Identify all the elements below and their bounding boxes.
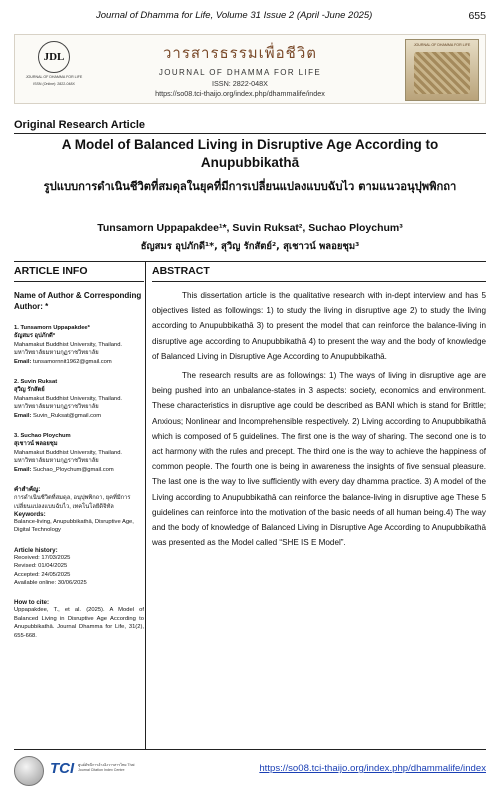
article-title: A Model of Balanced Living in Disruptive Age According to Anupubbikathā <box>61 137 439 170</box>
author-name: 3. Suchao Ploychum <box>14 433 71 440</box>
history-accepted: Accepted: 24/05/2025 <box>14 571 71 578</box>
author-affiliation: Mahamakut Buddhist University, Thailand. <box>14 341 123 348</box>
article-info-divider <box>14 281 144 282</box>
journal-url[interactable]: https://so08.tci-thaijo.org/index.php/dhammalife/index <box>155 89 325 98</box>
tci-subtitle: ศูนย์ดัชนีการอ้างอิงวารสารไทย Thai Journal Citation Index Centre <box>78 763 135 772</box>
author-block-1 <box>14 324 144 366</box>
journal-link[interactable]: https://so08.tci-thaijo.org/index.php/dhammalife/index <box>259 763 486 774</box>
logo-caption-2: ISSN (Online): 2822-048X <box>33 81 75 86</box>
author-name-thai: สุวิญ รักสัตย์ <box>14 387 45 394</box>
author-affiliation: Mahamakut Buddhist University, Thailand. <box>14 395 123 402</box>
author-block-3 <box>14 432 144 474</box>
article-type: Original Research Article <box>14 119 146 131</box>
abstract-heading: ABSTRACT <box>152 265 210 277</box>
running-header <box>14 10 486 22</box>
journal-cover-image <box>405 39 479 101</box>
authors-english: Tunsamorn Uppapakdee¹*, Suvin Ruksat², Suchao Ploychum³ <box>97 222 403 234</box>
author-name-thai: สุเชาวน์ พลอยชุม <box>14 441 58 448</box>
column-divider <box>145 262 146 749</box>
citation-text: Uppapakdee, T., et al. (2025). A Model of Balanced Living in Disruptive Age According to Anupubbikathā. Journal Dhamma for Life, 31(2), 655-668. <box>14 607 144 639</box>
cover-title: JOURNAL OF DHAMMA FOR LIFE <box>413 43 471 47</box>
page-number: 655 <box>468 10 486 22</box>
abstract-column <box>152 262 486 554</box>
abstract-body <box>152 288 486 550</box>
journal-english-title: JOURNAL OF DHAMMA FOR LIFE <box>158 68 322 77</box>
history-revised: Revised: 01/04/2025 <box>14 563 68 570</box>
journal-thai-title: วารสารธรรมเพื่อชีวิต <box>162 44 318 62</box>
author-name: 1. Tunsamorn Uppapakdee* <box>14 325 90 331</box>
footer <box>14 754 486 788</box>
author-affiliation-thai: มหาวิทยาลัยมหามกุฏราชวิทยาลัย <box>14 350 99 357</box>
journal-issue: Journal of Dhamma for Life, Volume 31 Issue 2 (April -June 2025) <box>96 10 373 21</box>
email-label: Email: <box>14 412 32 419</box>
history-available: Available online: 30/06/2025 <box>14 579 87 586</box>
abstract-divider <box>152 281 486 282</box>
divider-bottom <box>14 749 486 750</box>
logo-caption-1: JOURNAL OF DHAMMA FOR LIFE <box>25 75 83 79</box>
author-name: 2. Suvin Ruksat <box>14 379 58 386</box>
article-thai-title: รูปแบบการดำเนินชีวิตที่สมดุลในยุคที่มีการเปลี่ยนแปลงแบบฉับไว ตามแนวอนุปุพพิกถา <box>43 180 457 193</box>
email-label: Email: <box>14 466 32 473</box>
how-to-cite <box>14 599 144 640</box>
howto-label: How to cite: <box>14 599 50 607</box>
history-received: Received: 17/03/2025 <box>14 554 71 561</box>
article-info-column <box>14 262 144 749</box>
abstract-paragraph-1: This dissertation article is the qualitative research with in-dept interview and has 5 objectives listed as followings: 1) to study the living in disruptive age 2) to study the living according to Anupubbikathā 3) to present the model that can reinforce the balance-living in disruptive age according to Anupubbikathā 4) to present the way and the body of knowledge of Balanced Living in Disruptive Age According to Anupubbikathā. <box>152 291 486 361</box>
author-email[interactable]: Suchao_Ploychum@gmail.com <box>33 466 114 473</box>
author-affiliation: Mahamakut Buddhist University, Thailand. <box>14 449 123 456</box>
divider-top <box>14 133 486 134</box>
history-label: Article history: <box>14 546 58 554</box>
disc-logo-icon <box>14 756 44 786</box>
journal-logo <box>23 41 85 99</box>
journal-banner <box>14 34 486 104</box>
keywords-label: Keywords: <box>14 510 46 518</box>
author-name-thai: ธัญสมร อุปภักดี* <box>14 333 56 340</box>
author-affiliation-thai: มหาวิทยาลัยมหามกุฏราชวิทยาลัย <box>14 404 99 411</box>
author-email[interactable]: Suvin_Ruksat@gmail.com <box>33 412 102 419</box>
author-email[interactable]: tunsamornnit1962@gmail.com <box>33 358 112 365</box>
corresponding-author-label: Name of Author & Corresponding Author: * <box>14 291 142 311</box>
keywords-thai-label: คำสำคัญ: <box>14 486 41 494</box>
author-block-2 <box>14 378 144 420</box>
logo-emblem: JDL <box>38 41 70 73</box>
author-affiliation-thai: มหาวิทยาลัยมหามกุฏราชวิทยาลัย <box>14 458 99 465</box>
authors-thai: ธัญสมร อุปภักดี¹*, สุวิญ รักสัตย์², สุเชาวน์ พลอยชุม³ <box>140 241 360 252</box>
keywords: Balance-living, Anupubbikathā, Disruptive Age, Digital Technology <box>14 518 134 534</box>
tci-logo: TCI <box>50 760 75 777</box>
email-label: Email: <box>14 358 32 365</box>
keywords-thai: การดำเนินชีวิตที่สมดุล, อนุปุพพิกถา, ยุคที่มีการเปลี่ยนแปลงแบบฉับไว, เทคโนโลยีดิจิทัล <box>14 495 131 510</box>
journal-issn: ISSN: 2822-048X <box>212 79 268 88</box>
article-history <box>14 547 144 588</box>
cover-artwork <box>414 52 470 94</box>
banner-text <box>85 41 395 98</box>
abstract-paragraph-2: The research results are as followings: 1) The ways of living in disruptive age are being pushed into an unbalance-states in 3 aspects: society, economics and environment. These characteristics in disruptive age could be described as BANI which is stand for Brittle; Anxious; Nonlinear and Incomprehensible respectively. 2) Living according to Anupubbikathā which is composed of 5 guidelines. The first one is the way of sharing. The second one is to act harmony with the rules and precept. The third one is the way to achieve the happiness of common people. The fourth one is being in awareness the insights of five sensual pleasure. The last one is the way to live sufficiently with every day dhamma practice. 3) A model of the Living according to Anupubbikathā can reinforce the balance-living in disruptive age These 5 guidelines can reinforce into the motivation of the basic needs of all human being.4) The way and the body of knowledge of Balanced Living in Disruptive Age According to Anupubbikathā was presented as the Model called “SHE IS E Model”. <box>152 371 486 548</box>
article-info-heading: ARTICLE INFO <box>14 265 88 277</box>
